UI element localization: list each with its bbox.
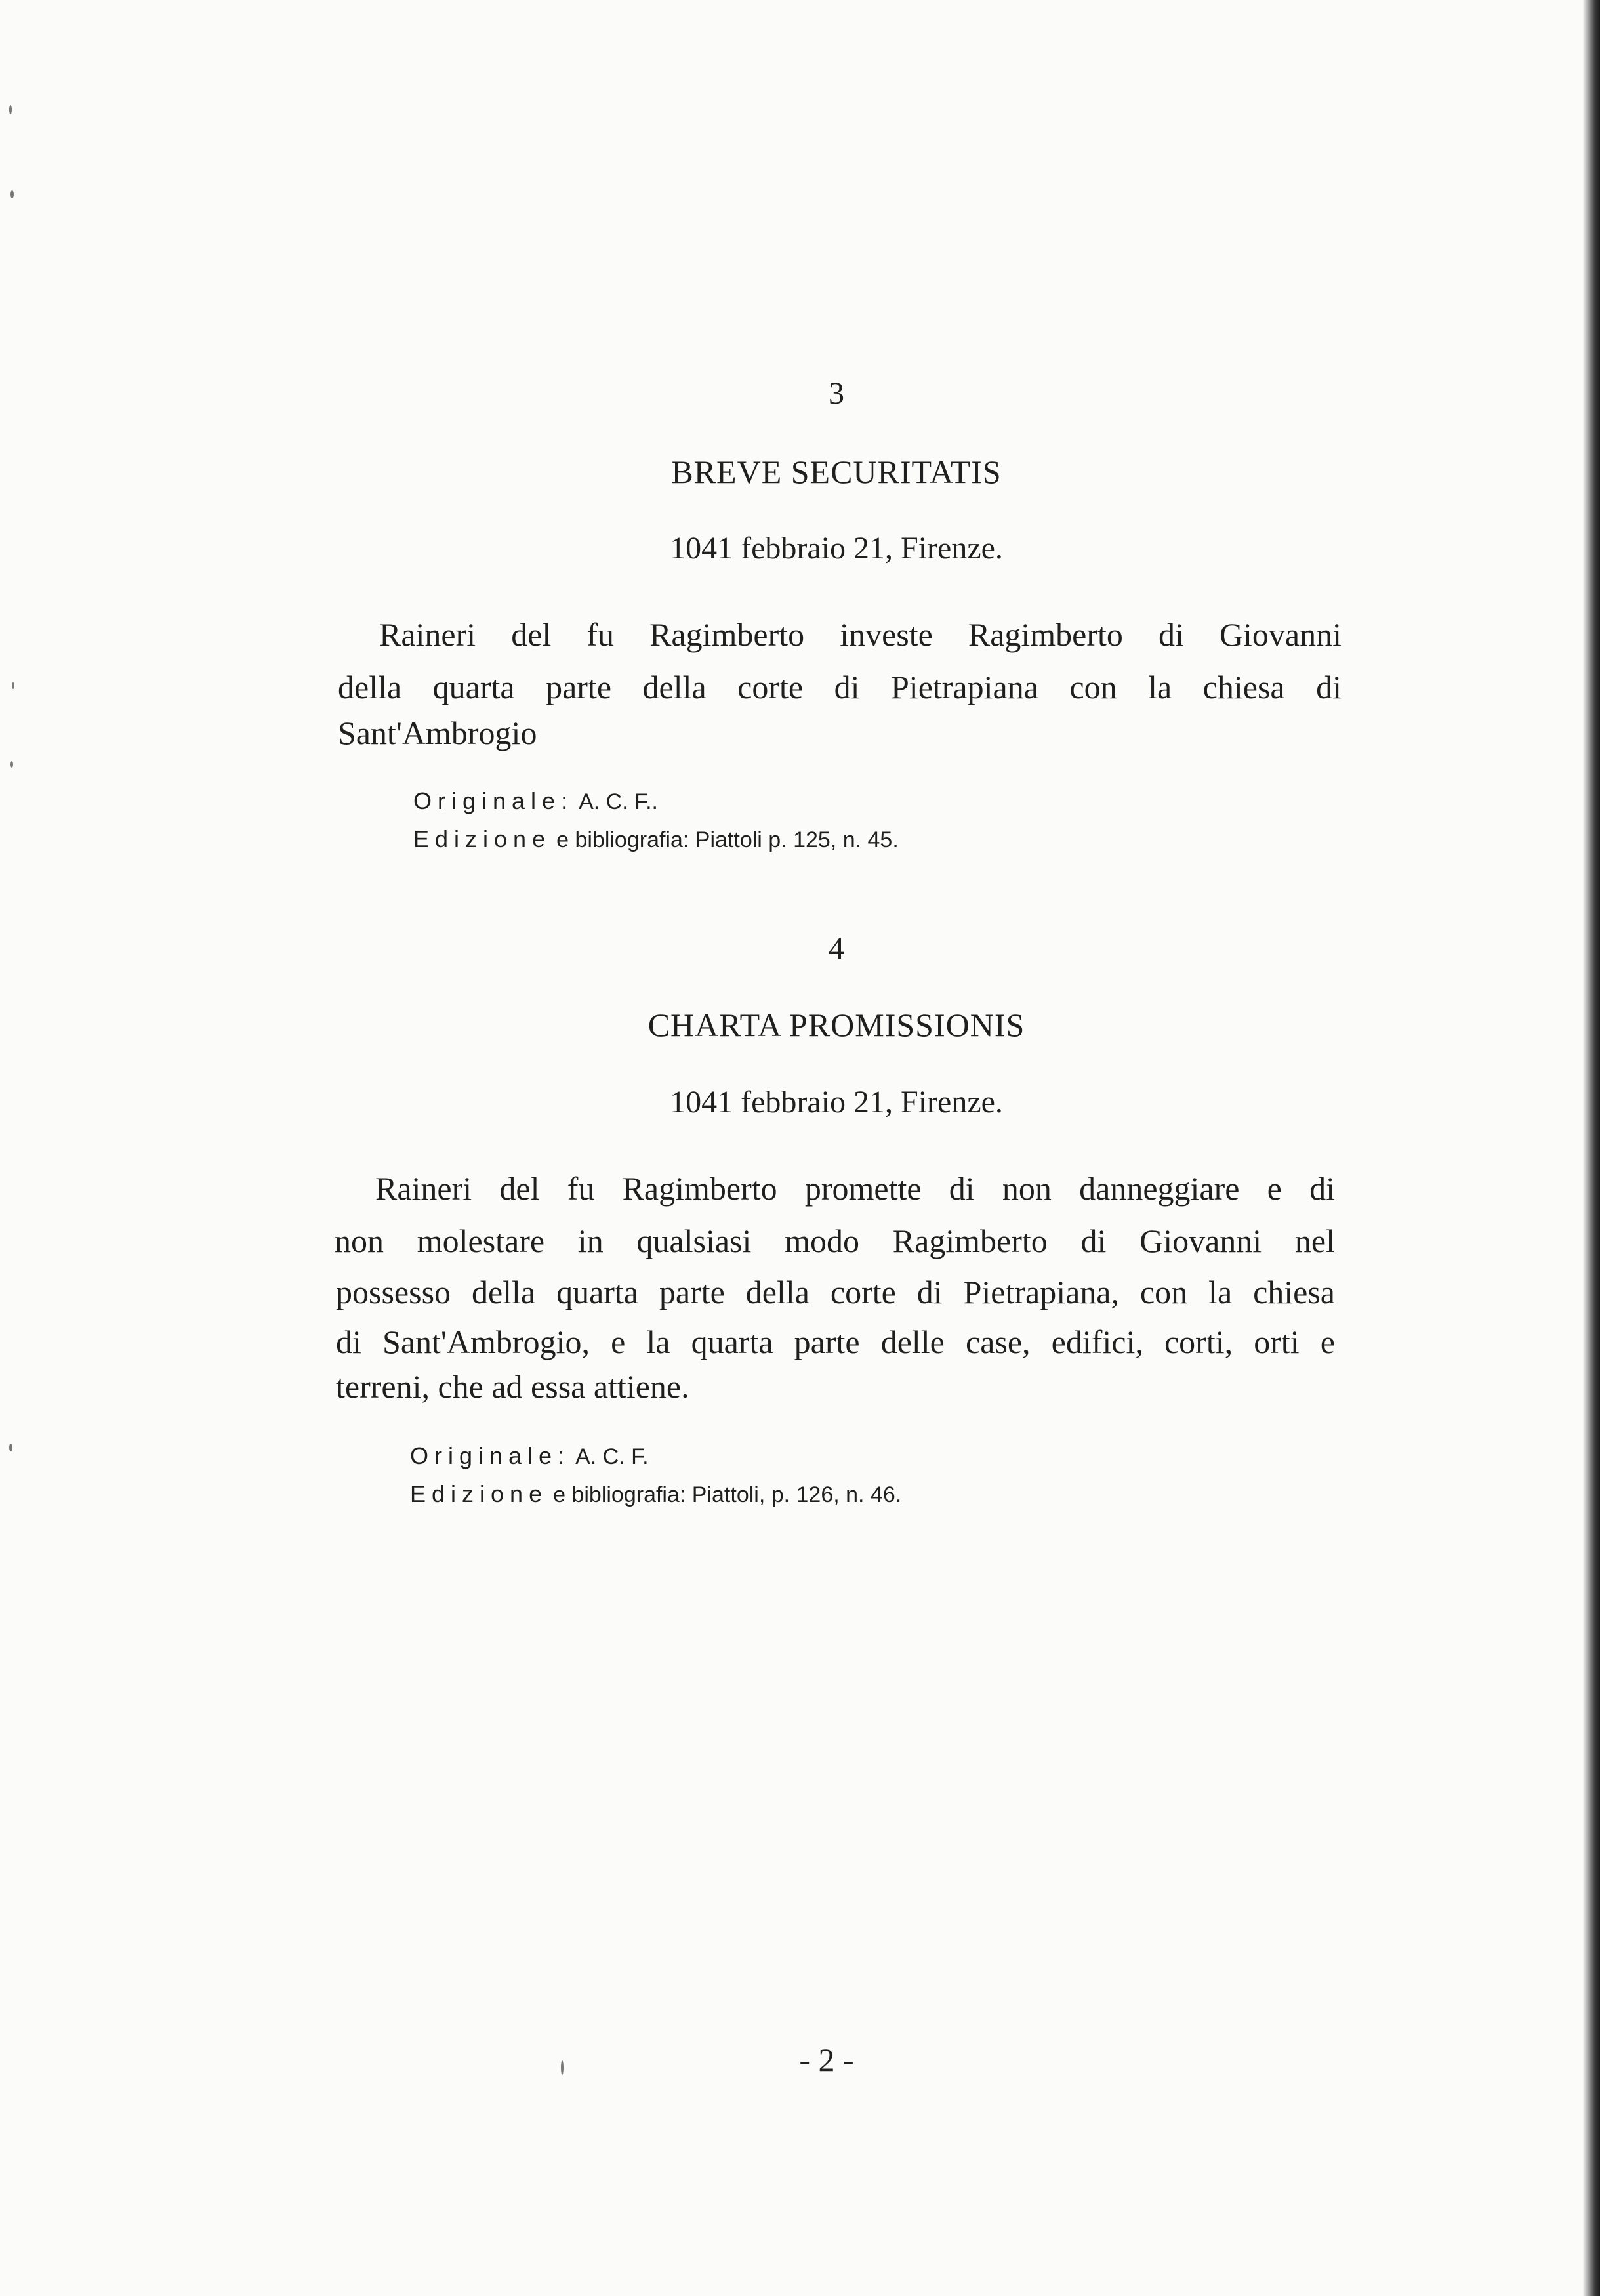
original-label: Originale: [410,1442,571,1469]
summary-line: di Sant'Ambrogio, e la quarta parte delle case, edifici, corti, orti e [336,1324,1335,1360]
summary-line: Raineri del fu Ragimberto investe Ragimberto di Giovanni [379,616,1342,653]
entry-number: 3 [829,376,844,411]
original-value: A. C. F. [575,1444,649,1469]
original-note [410,1442,649,1470]
entry-title: CHARTA PROMISSIONIS [647,1007,1025,1043]
edition-note [410,1480,901,1508]
scan-edge-shadow [1583,0,1600,2296]
edition-note [413,825,899,853]
summary-line: terreni, che ad essa attiene. [336,1368,689,1405]
scan-speck [9,1444,12,1451]
edition-value: e bibliografia: Piattoli p. 125, n. 45. [556,827,899,852]
summary-line: non molestare in qualsiasi modo Ragimberto di Giovanni nel [335,1222,1335,1259]
original-note [413,787,658,815]
entry-date: 1041 febbraio 21, Firenze. [670,1085,1003,1119]
edition-label: Edizione [413,825,552,852]
entry-title: BREVE SECURITATIS [671,453,1002,490]
entry-number: 4 [829,931,844,966]
original-label: Originale: [413,787,574,814]
scan-speck [10,761,13,768]
page-number: - 2 - [799,2041,854,2078]
edition-label: Edizione [410,1480,548,1507]
scan-speck [561,2060,564,2075]
edition-value: e bibliografia: Piattoli, p. 126, n. 46. [553,1482,902,1507]
scan-speck [10,190,14,198]
scan-speck [12,682,14,689]
summary-line: Raineri del fu Ragimberto promette di non danneggiare e di [375,1170,1335,1207]
entry-date: 1041 febbraio 21, Firenze. [670,531,1003,566]
summary-line: possesso della quarta parte della corte di Pietrapiana, con la chiesa [336,1274,1335,1310]
summary-line: Sant'Ambrogio [338,715,537,751]
original-value: A. C. F.. [579,789,658,814]
scan-speck [9,105,12,114]
summary-line: della quarta parte della corte di Pietrapiana con la chiesa di [338,669,1342,705]
